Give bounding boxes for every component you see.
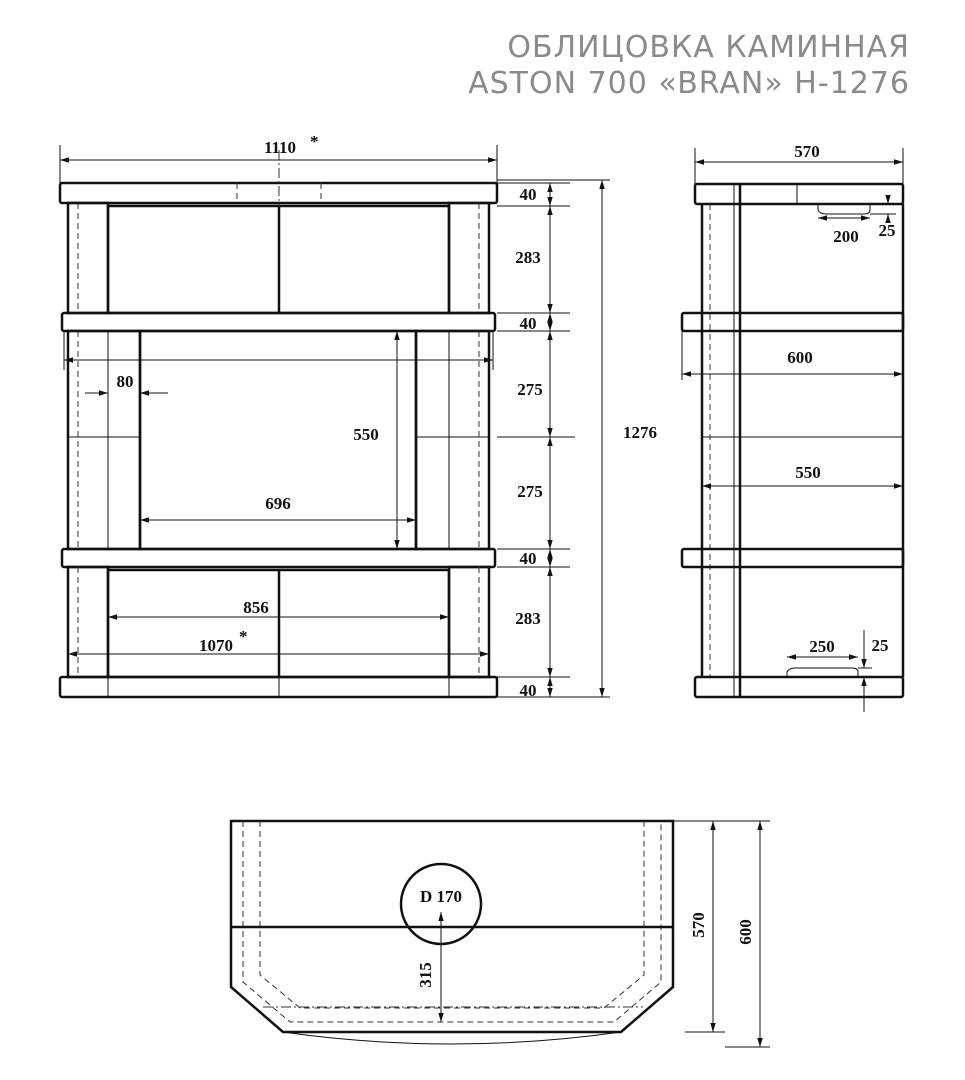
dim-lower-inner-width: 856 [243, 598, 269, 617]
right-pillar-middle [416, 331, 489, 549]
dim-top-shelf: 40 [519, 185, 537, 204]
dim-flue-offset: 315 [416, 962, 435, 988]
dim-plan-inner-depth: 570 [689, 912, 708, 938]
side-shelf-bottom [682, 549, 903, 567]
dim-base: 40 [519, 681, 537, 700]
dim-overall-height: 1276 [623, 423, 657, 442]
right-pillar-lower [449, 567, 489, 677]
right-pillar-upper [449, 203, 489, 313]
dim-pillar-width: 80 [116, 372, 134, 391]
dim-flue-diameter: D 170 [419, 887, 463, 906]
dim-bottom-vent-height: 25 [871, 636, 889, 655]
dim-lower-outer-width: 1070 [199, 636, 233, 655]
dim-firebox-width: 696 [265, 494, 291, 513]
dim-shelf-depth: 600 [787, 348, 813, 367]
side-top-slab [695, 184, 903, 204]
dim-top-vent-height: 25 [878, 221, 896, 240]
left-pillar-lower [68, 567, 108, 677]
left-pillar-upper [68, 203, 108, 313]
bottom-vent [787, 668, 858, 677]
dim-middle-shelf-bottom: 40 [519, 549, 537, 568]
dim-bottom-vent-width: 250 [809, 637, 835, 656]
dim-overall-width: 1110 [263, 138, 297, 157]
dim-middle-shelf-top: 40 [519, 314, 537, 333]
middle-shelf-bottom [62, 549, 495, 567]
dim-top-vent-width: 200 [833, 227, 859, 246]
dim-firebox-upper: 275 [517, 380, 543, 399]
dim-firebox-lower: 275 [517, 482, 543, 501]
dim-lower-niche: 283 [515, 609, 541, 628]
dim-lower-outer-width-mark: * [239, 627, 248, 646]
plan-view [231, 821, 673, 1044]
side-shelf-top [682, 313, 903, 331]
top-vent [818, 204, 870, 214]
side-dimensions [682, 142, 903, 712]
dim-upper-niche: 283 [515, 248, 541, 267]
dim-firebox-height: 550 [353, 425, 379, 444]
middle-shelf-top [62, 313, 495, 331]
front-view [60, 150, 497, 697]
dim-side-inner-depth: 550 [795, 463, 821, 482]
dim-side-depth-top: 570 [794, 142, 820, 161]
title-line-1: ОБЛИЦОВКА КАМИННАЯ [507, 30, 910, 65]
side-base [695, 677, 903, 697]
front-dimensions [60, 132, 657, 700]
left-pillar-middle [68, 331, 140, 549]
dim-plan-outer-depth: 600 [736, 919, 755, 945]
title-line-2: ASTON 700 «BRAN» H-1276 [468, 66, 910, 101]
dim-overall-width-mark: * [310, 132, 319, 151]
side-view [682, 184, 903, 697]
